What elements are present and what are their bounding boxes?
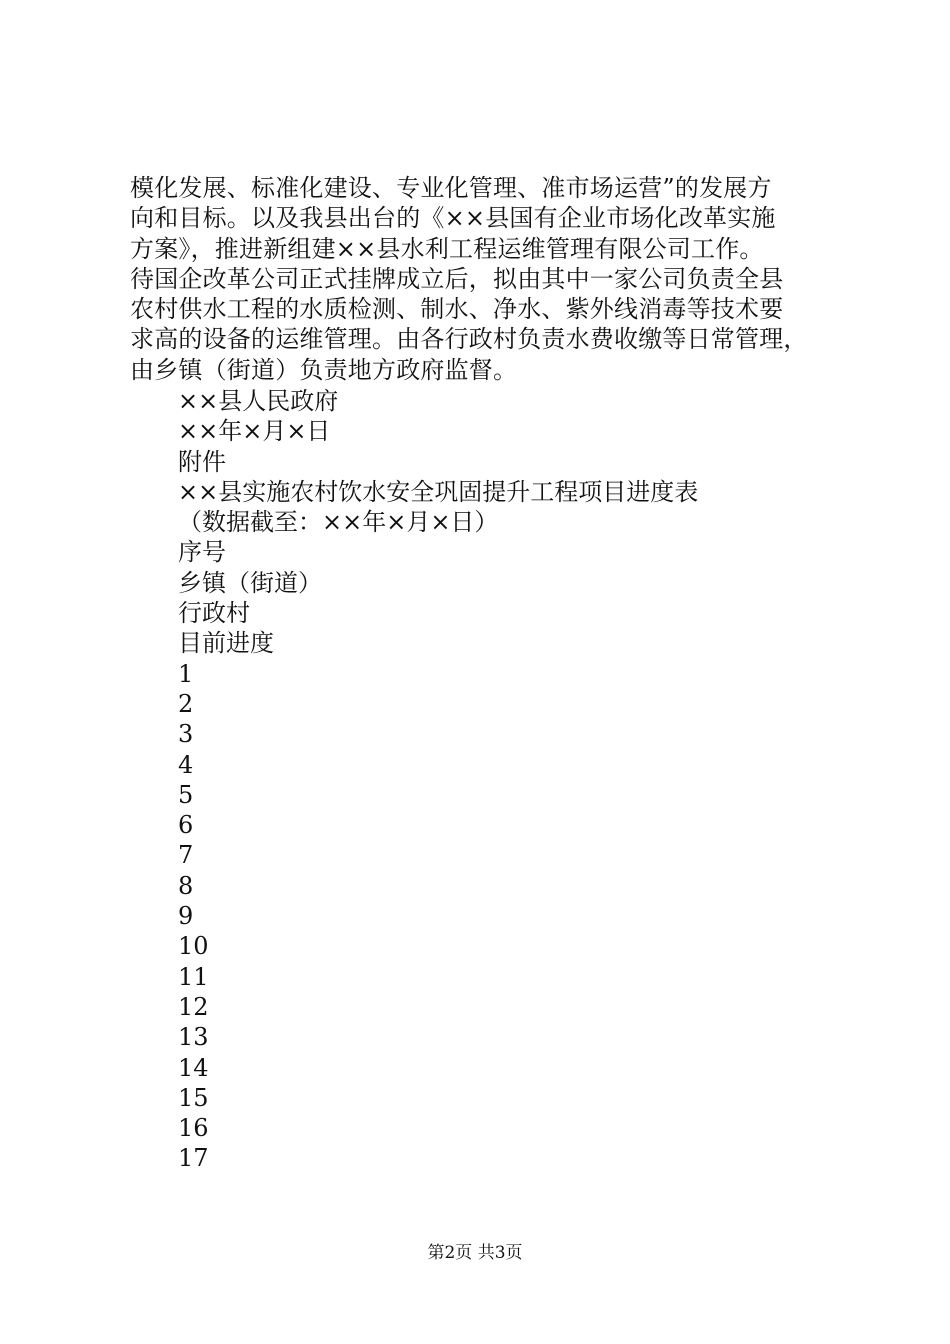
row-number: 3 [178, 720, 194, 749]
signature-date: ××年×月×日 [178, 417, 331, 446]
row-number: 10 [178, 932, 209, 961]
table-title: ××县实施农村饮水安全巩固提升工程项目进度表 [178, 477, 699, 506]
row-number: 5 [178, 780, 194, 809]
body-line: 待国企改革公司正式挂牌成立后，拟由其中一家公司负责全县 [130, 264, 784, 293]
row-number: 7 [178, 841, 194, 870]
table-header-progress: 目前进度 [178, 629, 274, 658]
row-number: 2 [178, 689, 194, 718]
row-number: 15 [178, 1083, 209, 1112]
body-line: 农村供水工程的水质检测、制水、净水、紫外线消毒等技术要 [130, 295, 784, 324]
body-line: 由乡镇（街道）负责地方政府监督。 [130, 355, 518, 384]
body-line: 求高的设备的运维管理。由各行政村负责水费收缴等日常管理， [130, 325, 808, 354]
signature-org: ××县人民政府 [178, 387, 339, 415]
table-note: （数据截至：××年×月×日） [178, 508, 499, 537]
row-number: 8 [178, 871, 194, 900]
row-number: 17 [178, 1144, 209, 1173]
row-number: 13 [178, 1023, 209, 1052]
row-number: 12 [178, 992, 209, 1021]
body-line: 向和目标。以及我县出台的《××县国有企业市场化改革实施 [130, 204, 776, 233]
attachment-label: 附件 [178, 447, 226, 476]
body-line: 方案》，推进新组建××县水利工程运维管理有限公司工作。 [130, 234, 764, 263]
indented-section [178, 386, 828, 1174]
row-number: 1 [178, 659, 194, 688]
row-number: 9 [178, 902, 194, 931]
row-number: 11 [178, 962, 209, 991]
table-header-index: 序号 [178, 538, 226, 567]
row-number: 14 [178, 1053, 209, 1082]
row-number: 4 [178, 750, 194, 779]
page-footer: 第2页 共3页 [427, 1243, 523, 1263]
row-number: 6 [178, 811, 194, 840]
body-line: 模化发展、标准化建设、专业化管理、准市场运营”的发展方 [130, 174, 772, 202]
body-paragraph [130, 173, 830, 385]
row-number: 16 [178, 1114, 209, 1143]
table-header-village: 行政村 [178, 599, 250, 628]
table-header-township: 乡镇（街道） [178, 568, 322, 597]
